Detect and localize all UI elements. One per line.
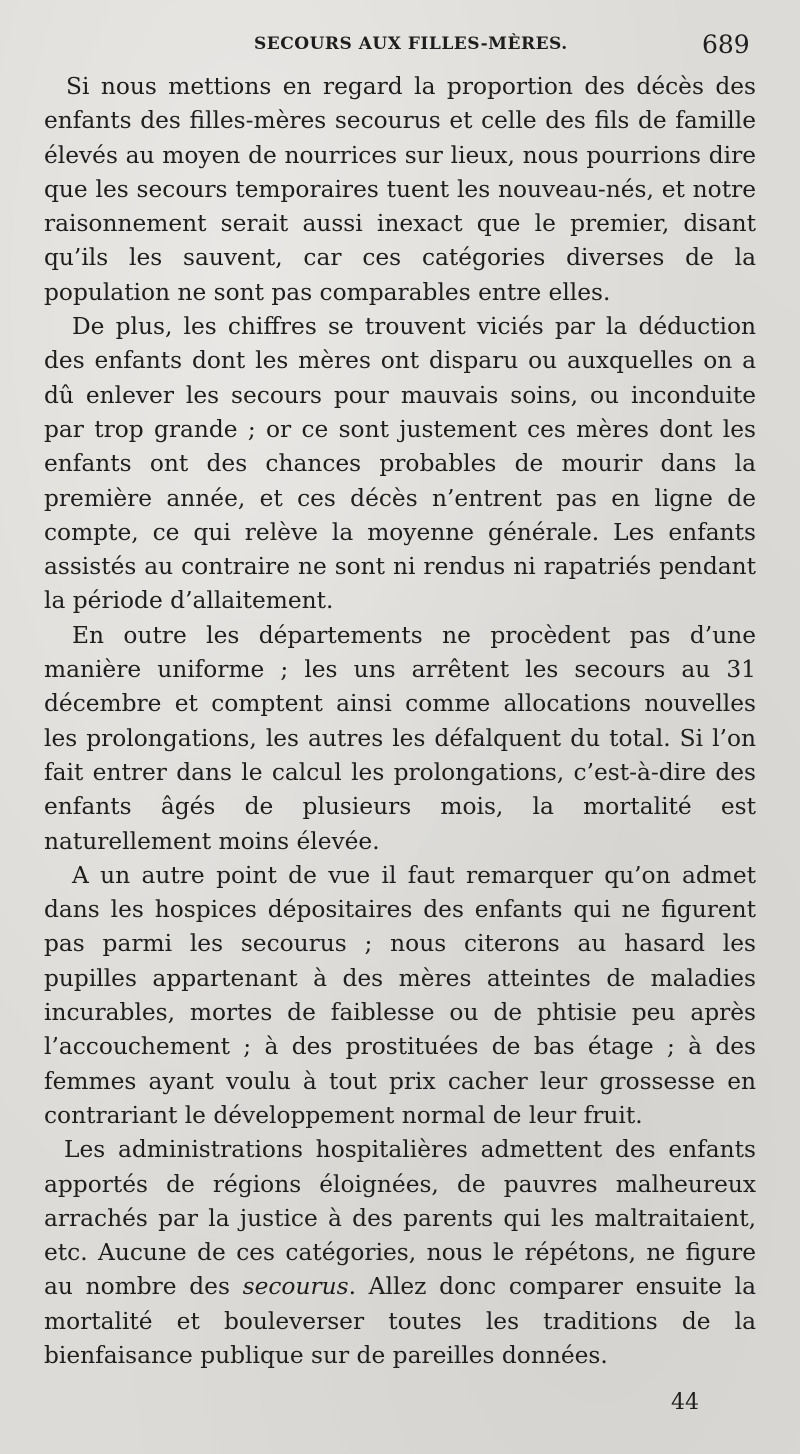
paragraph-5 — [44, 1133, 756, 1373]
paragraph-1: Si nous mettions en regard la proportion des décès des enfants des filles-mères secourus et celle des fils de famille élevés au moyen de nourrices sur lieux, nous pourrions dire que les secours temporaires tuent les nouveau-nés, et notre raisonnement serait aussi inexact que le premier, disant qu’ils les sauvent, car ces catégories diverses de la population ne sont pas comparables entre elles. — [44, 73, 756, 306]
paragraph-2: De plus, les chiffres se trouvent viciés par la déduction des enfants dont les mères ont disparu ou auxquelles on a dû enlever les secours pour mauvais soins, ou inconduite par trop grande ; or ce sont justement ces mères dont les enfants ont des chances probables de mourir dans la première année, et ces décès n’entrent pas en ligne de compte, ce qui relève la moyenne générale. Les enfants assistés au contraire ne sont ni rendus ni rapatriés pendant la période d’allaitement. — [44, 313, 756, 615]
paragraph-5-text-start: Les administrations hospitalières admettent des enfants apportés de régions éloignées, de pauvres malheureux arrachés par la justice à des parents qui les maltraitaient, etc. Aucune de ces catégories, nous le répétons, ne figure au nombre des — [44, 1136, 756, 1301]
body-text — [44, 70, 756, 1373]
running-head: SECOURS AUX FILLES-MÈRES. — [254, 34, 568, 54]
italic-word: secourus — [242, 1273, 349, 1301]
page-number: 689 — [702, 30, 750, 59]
paragraph-5-text-end: . Allez donc comparer ensuite la mortalité et bouleverser toutes les traditions de la bienfaisance publique sur de pareilles données. — [44, 1273, 756, 1369]
page-header — [0, 30, 800, 64]
signature-mark: 44 — [671, 1390, 699, 1415]
paragraph-3: En outre les départements ne procèdent pas d’une manière uniforme ; les uns arrêtent les secours au 31 décembre et comptent ainsi comme allocations nouvelles les prolongations, les autres les défalquent du total. Si l’on fait entrer dans le calcul les prolongations, c’est-à-dire des enfants âgés de plusieurs mois, la mortalité est naturellement moins élevée. — [44, 621, 756, 855]
paragraph-4: A un autre point de vue il faut remarquer qu’on admet dans les hospices dépositaires des enfants qui ne figurent pas parmi les secourus ; nous citerons au hasard les pupilles appartenant à des mères atteintes de maladies incurables, mortes de faiblesse ou de phtisie peu après l’accouchement ; à des prostituées de bas étage ; à des femmes ayant voulu à tout prix cacher leur grossesse en contrariant le développement normal de leur fruit. — [44, 861, 756, 1129]
